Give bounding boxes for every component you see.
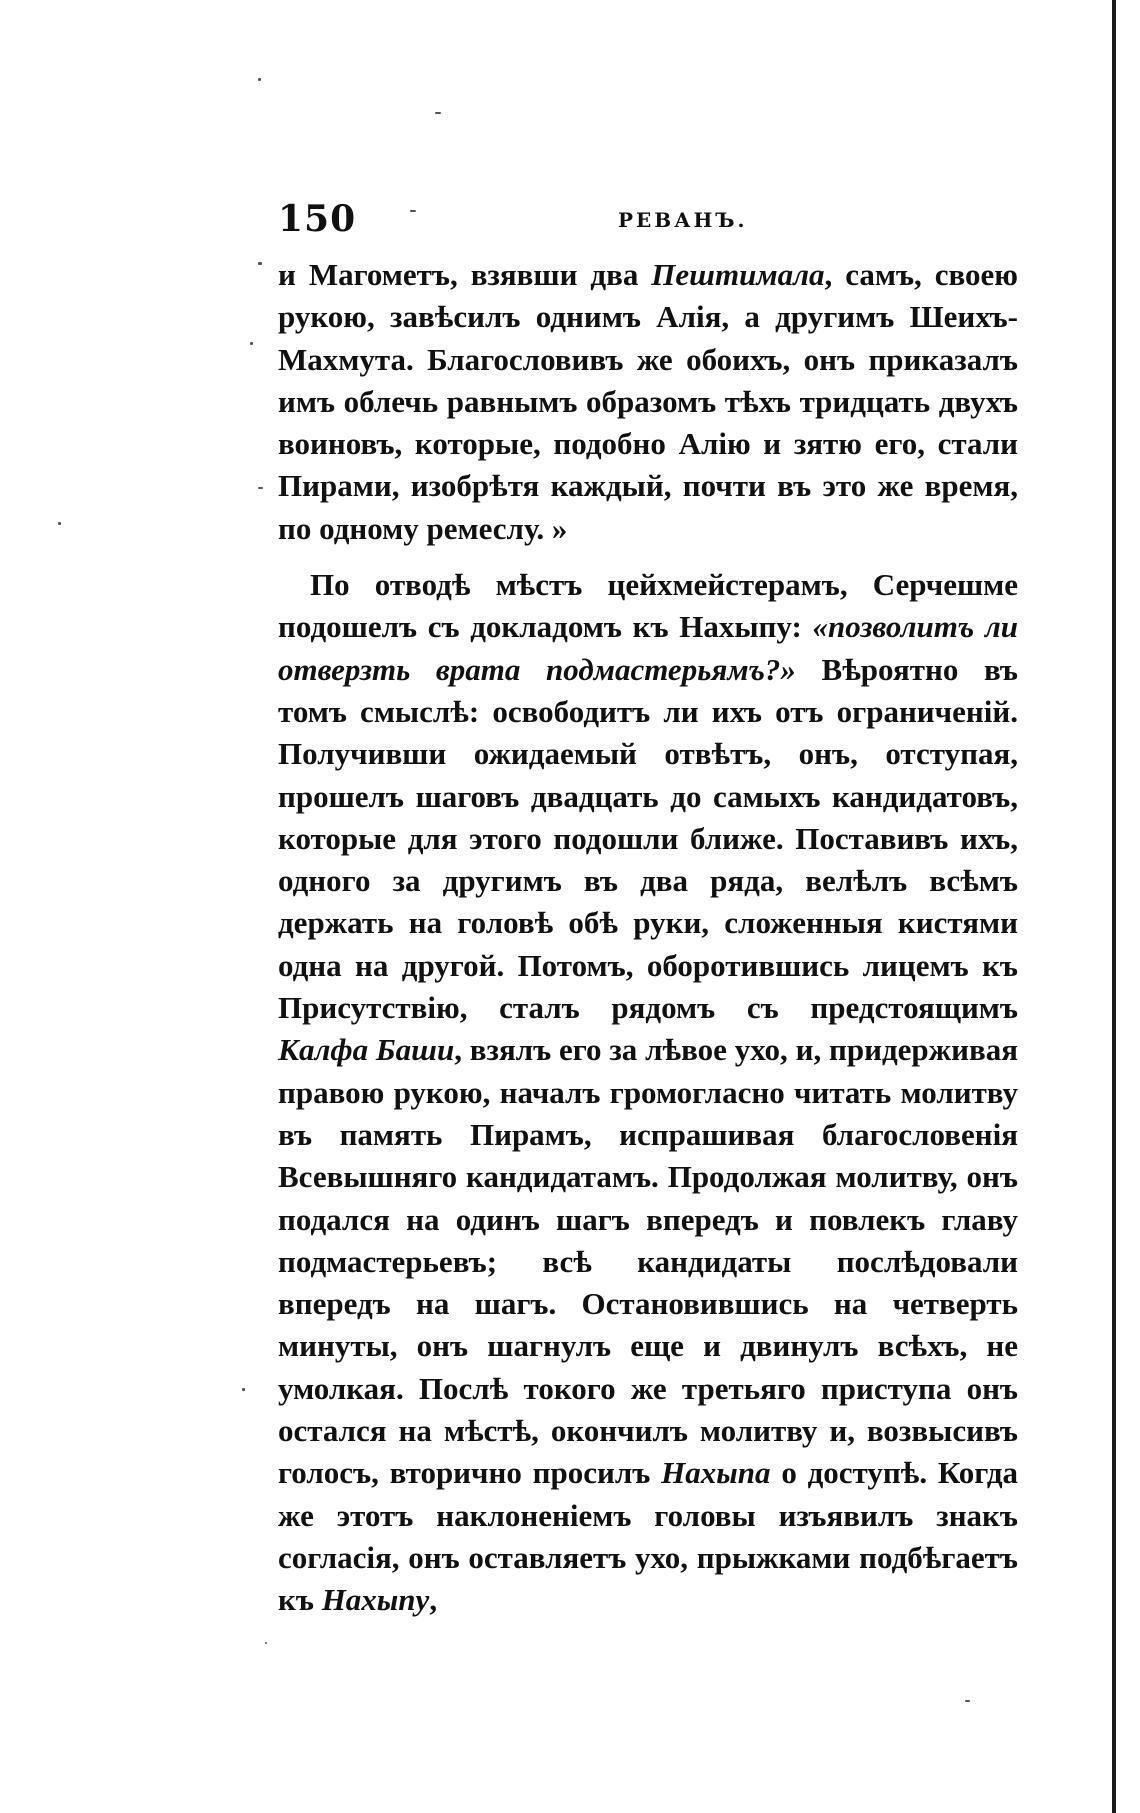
running-title: РЕВАНЪ. [618,208,748,232]
italic-text-run: Нахыпа [661,1455,771,1491]
scan-speck [250,342,253,345]
scan-speck [265,1642,267,1644]
text-run: и Магометъ, взявши два [278,257,652,292]
text-run: Вѣроятно въ томъ смыслѣ: освободитъ ли ихъ отъ ограниченій. Получивши ожидаемый отвѣтъ, онъ, отступая, прошелъ шаговъ двадцать до самыхъ кандидатовъ, которые для этого подошли ближе. Поставивъ ихъ, одного за другимъ въ два ряда, велѣлъ всѣмъ держать на головѣ обѣ руки, сложенныя кистями одна на другой. Потомъ, оборотившись лицемъ къ Присутствію, сталъ рядомъ съ предстоящимъ [278,651,1018,1026]
text-run: , взялъ его за лѣвое ухо, и, придерживая правою рукою, началъ громогласно читать молитву въ память Пирамъ, испрашивая благословенія Всевышняго кандидатамъ. Продолжая молитву, онъ подался на одинъ шагъ впередъ и повлекъ главу подмастерьевъ; всѣ кандидаты послѣдовали впередъ на шагъ. Остановившись на четверть минуты, онъ шагнулъ еще и двинулъ всѣхъ, не умолкая. Послѣ токого же третьяго приступа онъ остался на мѣстѣ, окончилъ молитву и, возвысивъ голосъ, вторично просилъ [278,1032,1018,1491]
scan-speck [258,487,263,489]
text-run: , самъ, своею рукою, завѣсилъ однимъ Алія, а другимъ Шеихъ-Махмута. Благословивъ же обоихъ, онъ приказалъ имъ облечь равнымъ образомъ тѣхъ тридцать двухъ воиновъ, которые, подобно Алію и зятю его, стали Пирами, изобрѣтя каждый, почти въ это же время, по одному ремеслу. » [278,257,1018,546]
text-run: , [429,1582,438,1618]
italic-text-run: Калфа Баши [278,1032,455,1068]
italic-text-run: «позволитъ ли отверзть врата подмастерьямъ?» [278,609,1018,687]
scan-speck [242,1388,245,1391]
page-header [278,198,1018,242]
italic-text-run: Пештимала [651,257,825,292]
text-run: о доступѣ. Когда же этотъ наклоненіемъ головы изъявилъ знакъ согласія, онъ оставляетъ ухо, прыжками подбѣгаетъ къ [278,1455,1019,1618]
scan-speck [435,112,441,114]
scan-speck [58,522,61,525]
italic-text-run: Нахыпу [321,1582,430,1618]
scan-speck [258,262,262,265]
page-number: 150 [278,198,357,240]
scan-speck [258,78,261,81]
scan-speck [965,1700,970,1702]
text-run: По отводѣ мѣстъ цейхмейстерамъ, Серчешме подошелъ съ докладомъ къ Нахыпу: [278,567,1018,645]
page-edge-line [1112,0,1116,1813]
paragraph [278,564,1018,1621]
body-text [278,254,1018,1622]
paragraph [278,254,1018,550]
